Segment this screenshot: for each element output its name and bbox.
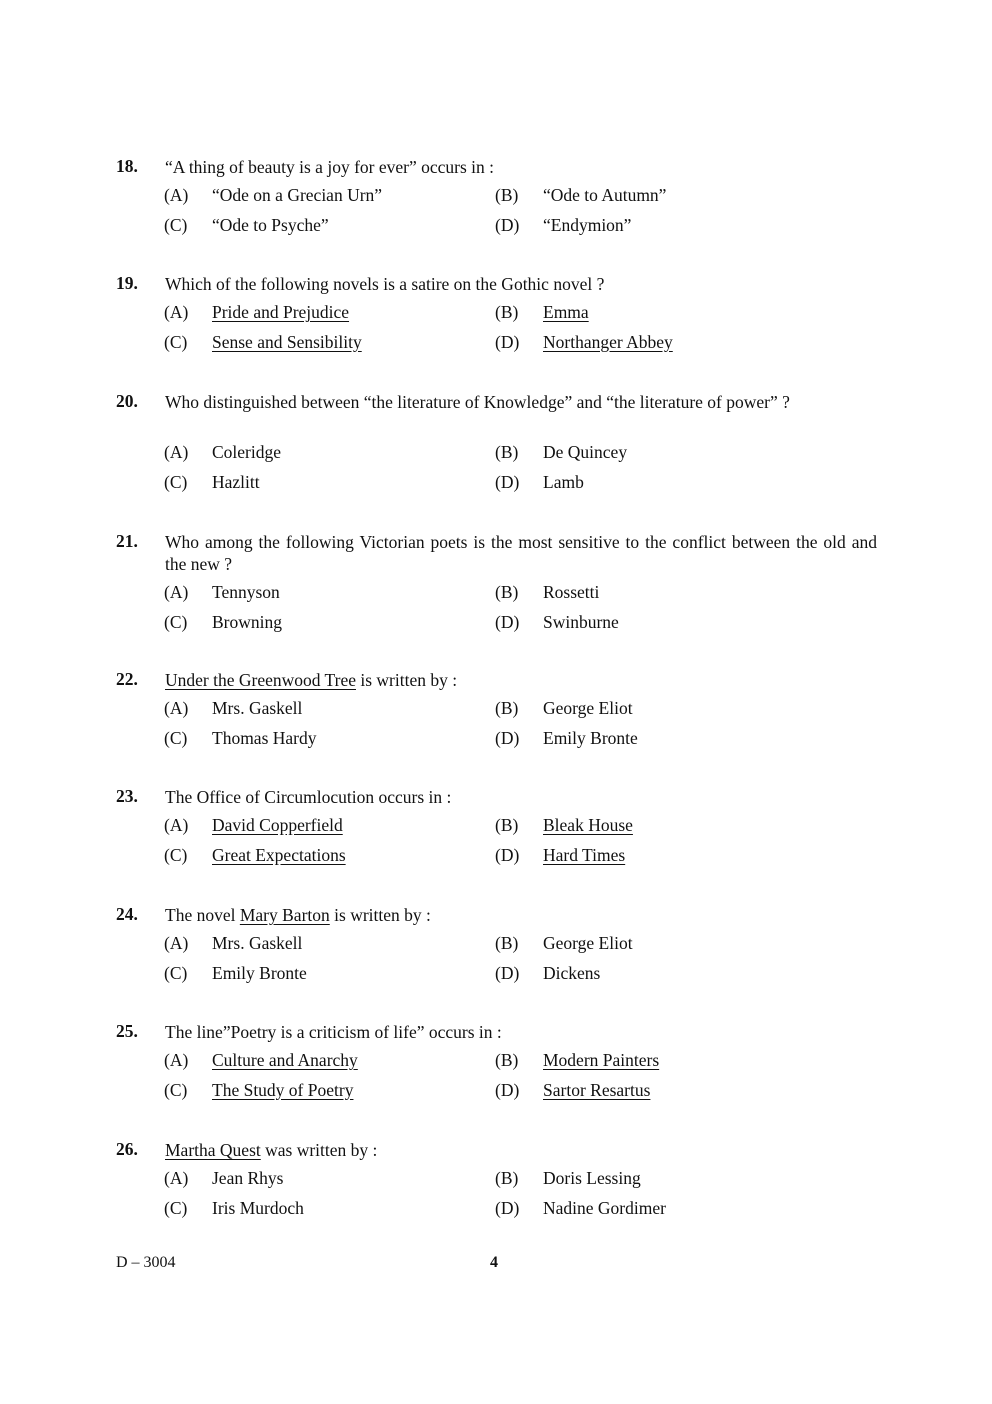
option-label: (D) bbox=[495, 214, 520, 235]
question-text-segment: Mary Barton bbox=[239, 905, 330, 925]
option-text: “Ode to Psyche” bbox=[212, 214, 329, 235]
question-number: 26. bbox=[116, 1139, 138, 1159]
option-label: (B) bbox=[495, 815, 519, 835]
question-text-segment: The Office of Circumlocution occurs in : bbox=[165, 787, 452, 807]
option-text: De Quincey bbox=[543, 442, 628, 462]
option-text: Jean Rhys bbox=[212, 1168, 284, 1188]
option-label: (A) bbox=[164, 185, 189, 205]
option-label: (B) bbox=[495, 442, 519, 462]
option-label: (C) bbox=[164, 962, 188, 983]
question-text-segment: is written by : bbox=[329, 905, 431, 925]
option-label: (C) bbox=[164, 214, 188, 235]
option-text: Culture and Anarchy bbox=[212, 1050, 358, 1070]
option-label: (D) bbox=[495, 611, 520, 632]
option-label: (D) bbox=[495, 844, 520, 865]
option-text: “Endymion” bbox=[543, 214, 632, 235]
option-label: (B) bbox=[495, 582, 519, 602]
question-text-segment: Who distinguished between “the literature of Knowledge” and “the literature of power” ? bbox=[165, 392, 790, 412]
page-number: 4 bbox=[490, 1254, 498, 1271]
option-text: Swinburne bbox=[543, 611, 619, 632]
option-text: Emma bbox=[543, 302, 589, 322]
question-number: 21. bbox=[116, 531, 138, 551]
option-label: (C) bbox=[164, 844, 188, 865]
paper-code: D – 3004 bbox=[116, 1254, 176, 1271]
option-text: Nadine Gordimer bbox=[543, 1197, 666, 1218]
option-label: (D) bbox=[495, 1197, 520, 1218]
option-label: (B) bbox=[495, 698, 519, 718]
option-label: (D) bbox=[495, 331, 520, 352]
question-number: 20. bbox=[116, 391, 138, 411]
option-label: (C) bbox=[164, 471, 188, 492]
option-label: (D) bbox=[495, 727, 520, 748]
question-text bbox=[165, 531, 877, 575]
question-number: 18. bbox=[116, 156, 138, 176]
option-text: Pride and Prejudice bbox=[212, 302, 350, 322]
question-text bbox=[165, 1139, 877, 1161]
option-label: (C) bbox=[164, 727, 188, 748]
option-label: (C) bbox=[164, 1197, 188, 1218]
question-number: 24. bbox=[116, 904, 138, 924]
option-label: (C) bbox=[164, 331, 188, 352]
question-text bbox=[165, 273, 877, 295]
option-text: Hard Times bbox=[543, 844, 626, 865]
question-text bbox=[165, 669, 877, 691]
question-number: 19. bbox=[116, 273, 138, 293]
question-text-segment: The line”Poetry is a criticism of life” occurs in : bbox=[165, 1022, 502, 1042]
option-label: (D) bbox=[495, 471, 520, 492]
option-label: (A) bbox=[164, 582, 189, 602]
question-text-segment: Which of the following novels is a satire on the Gothic novel ? bbox=[165, 274, 605, 294]
option-label: (B) bbox=[495, 1168, 519, 1188]
option-text: “Ode to Autumn” bbox=[543, 185, 667, 205]
option-label: (A) bbox=[164, 1168, 189, 1188]
option-text: Sartor Resartus bbox=[543, 1079, 651, 1100]
option-text: David Copperfield bbox=[212, 815, 343, 835]
option-label: (B) bbox=[495, 933, 519, 953]
option-label: (D) bbox=[495, 962, 520, 983]
question-number: 25. bbox=[116, 1021, 138, 1041]
option-text: Modern Painters bbox=[543, 1050, 660, 1070]
option-text: Hazlitt bbox=[212, 471, 260, 492]
option-label: (B) bbox=[495, 185, 519, 205]
option-text: Browning bbox=[212, 611, 282, 632]
option-text: Great Expectations bbox=[212, 844, 346, 865]
option-text: Thomas Hardy bbox=[212, 727, 317, 748]
option-label: (A) bbox=[164, 442, 189, 462]
option-label: (A) bbox=[164, 815, 189, 835]
option-text: Rossetti bbox=[543, 582, 600, 602]
option-text: George Eliot bbox=[543, 698, 633, 718]
question-text bbox=[165, 391, 877, 413]
option-label: (C) bbox=[164, 1079, 188, 1100]
option-text: Bleak House bbox=[543, 815, 633, 835]
question-text-segment: was written by : bbox=[260, 1140, 378, 1160]
option-label: (A) bbox=[164, 698, 189, 718]
question-text-segment: The novel bbox=[165, 905, 240, 925]
option-label: (C) bbox=[164, 611, 188, 632]
question-text-segment: Under the Greenwood Tree bbox=[165, 670, 356, 690]
question-text bbox=[165, 1021, 877, 1043]
option-text: Mrs. Gaskell bbox=[212, 698, 303, 718]
option-text: Doris Lessing bbox=[543, 1168, 641, 1188]
option-text: Iris Murdoch bbox=[212, 1197, 304, 1218]
option-label: (B) bbox=[495, 302, 519, 322]
option-text: George Eliot bbox=[543, 933, 633, 953]
question-text bbox=[165, 156, 877, 178]
question-text-segment: Who among the following Victorian poets is the most sensitive to the conflict between the old and the new ? bbox=[165, 532, 877, 574]
question-text bbox=[165, 904, 877, 926]
option-text: Emily Bronte bbox=[543, 727, 638, 748]
option-label: (A) bbox=[164, 933, 189, 953]
question-number: 22. bbox=[116, 669, 138, 689]
option-label: (A) bbox=[164, 302, 189, 322]
option-text: Northanger Abbey bbox=[543, 331, 673, 352]
question-text-segment: Martha Quest bbox=[165, 1140, 261, 1160]
option-text: The Study of Poetry bbox=[212, 1079, 354, 1100]
question-text-segment: “A thing of beauty is a joy for ever” occurs in : bbox=[165, 157, 494, 177]
option-text: Coleridge bbox=[212, 442, 282, 462]
option-text: Mrs. Gaskell bbox=[212, 933, 303, 953]
option-text: Emily Bronte bbox=[212, 962, 307, 983]
option-label: (A) bbox=[164, 1050, 189, 1070]
option-text: Tennyson bbox=[212, 582, 280, 602]
option-label: (D) bbox=[495, 1079, 520, 1100]
option-text: Lamb bbox=[543, 471, 584, 492]
option-text: Dickens bbox=[543, 962, 601, 983]
option-label: (B) bbox=[495, 1050, 519, 1070]
question-text bbox=[165, 786, 877, 808]
option-text: Sense and Sensibility bbox=[212, 331, 362, 352]
question-text-segment: is written by : bbox=[356, 670, 458, 690]
question-number: 23. bbox=[116, 786, 138, 806]
option-text: “Ode on a Grecian Urn” bbox=[212, 185, 383, 205]
